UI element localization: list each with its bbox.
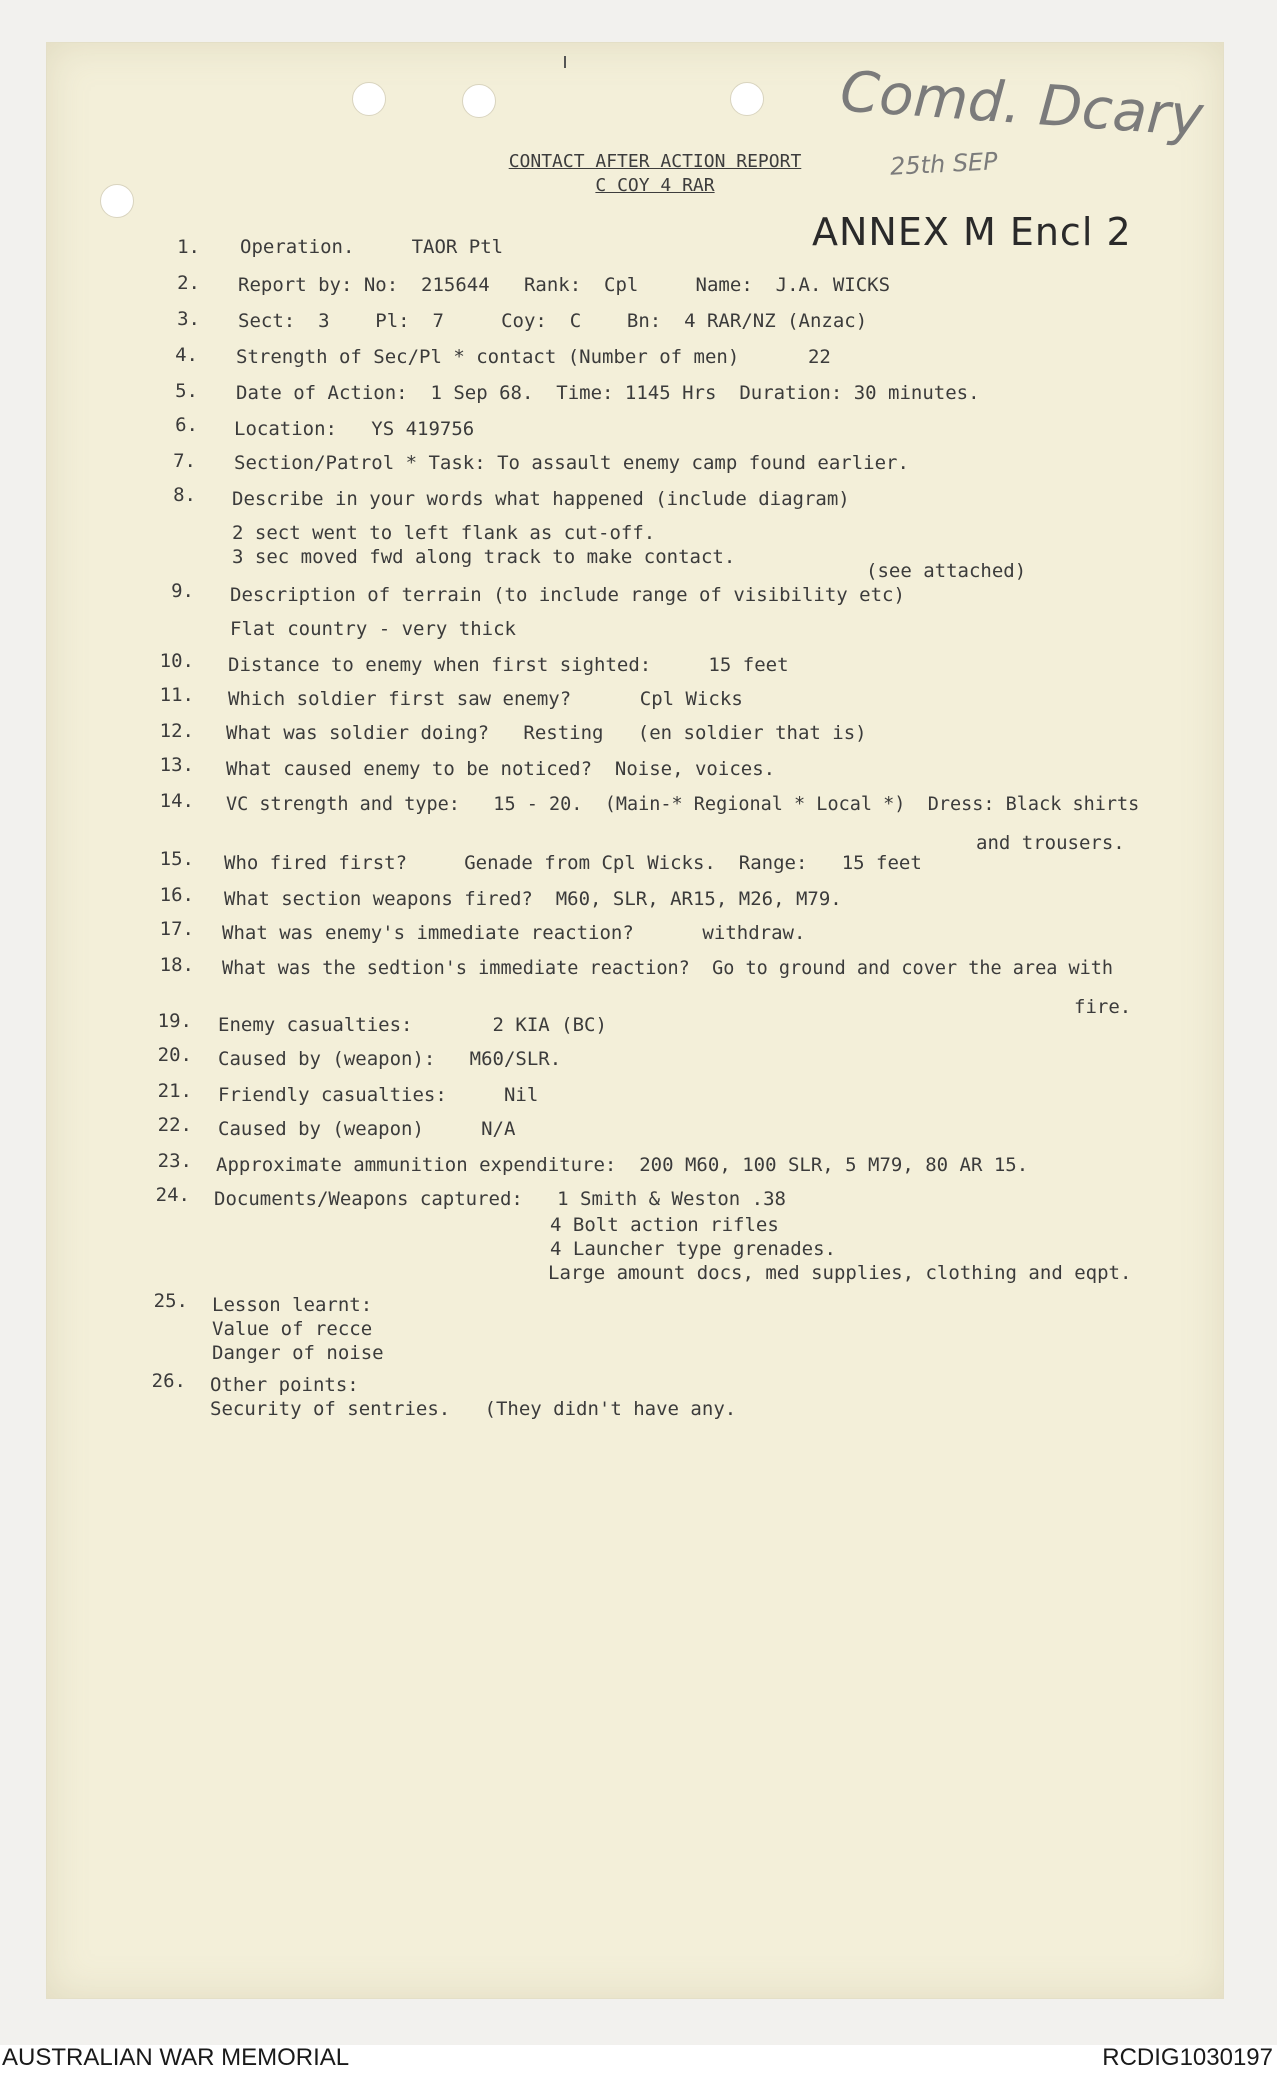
item-text: Date of Action: 1 Sep 68. Time: 1145 Hrs Duration: 30 minutes. (236, 382, 980, 404)
item-number: 1. (177, 236, 200, 258)
item-number: 12. (159, 720, 194, 742)
item-number: 13. (159, 754, 194, 776)
item-text: Enemy casualties: 2 KIA (BC) (218, 1014, 607, 1036)
item-text: What was soldier doing? Resting (en soldier that is) (226, 722, 867, 744)
item-text: Lesson learnt: (212, 1294, 373, 1316)
item-text: Who fired first? Genade from Cpl Wicks. Range: 15 feet (224, 852, 922, 874)
item-number: 26. (151, 1370, 186, 1392)
item-number: 2. (177, 272, 200, 294)
item-detail: Flat country - very thick (230, 618, 516, 640)
item-detail: 4 Bolt action rifles (550, 1214, 779, 1236)
report-title (490, 150, 820, 198)
item-text: Report by: No: 215644 Rank: Cpl Name: J.A. WICKS (238, 274, 891, 296)
item-detail: Danger of noise (212, 1342, 384, 1364)
item-number: 20. (157, 1044, 192, 1066)
item-number: 15. (159, 848, 194, 870)
item-text: Describe in your words what happened (include diagram) (232, 488, 850, 510)
item-detail: 2 sect went to left flank as cut-off. (232, 522, 656, 544)
punch-hole (100, 184, 134, 218)
item-text: Friendly casualties: Nil (218, 1084, 539, 1106)
item-detail: 3 sec moved fwd along track to make contact. (232, 546, 736, 568)
item-number: 14. (159, 790, 194, 812)
item-text: What was the sedtion's immediate reaction? Go to ground and cover the area with (222, 958, 1114, 979)
item-detail: Security of sentries. (They didn't have any. (210, 1398, 737, 1420)
item-text: Location: YS 419756 (234, 418, 475, 440)
item-text: Documents/Weapons captured: 1 Smith & Weston .38 (214, 1188, 786, 1210)
item-text: Strength of Sec/Pl * contact (Number of men) 22 (236, 346, 831, 368)
item-text: Other points: (210, 1374, 359, 1396)
item-number: 5. (175, 380, 198, 402)
item-text: Approximate ammunition expenditure: 200 M60, 100 SLR, 5 M79, 80 AR 15. (216, 1154, 1029, 1176)
item-number: 11. (159, 684, 194, 706)
item-detail: fire. (1074, 996, 1132, 1018)
handwritten-annex: ANNEX M Encl 2 (812, 210, 1132, 254)
item-number: 8. (173, 484, 196, 506)
item-text: What was enemy's immediate reaction? withdraw. (222, 922, 806, 944)
item-number: 6. (175, 414, 198, 436)
item-number: 22. (157, 1114, 192, 1136)
punch-hole (730, 82, 764, 116)
item-detail: Large amount docs, med supplies, clothing and eqpt. (548, 1262, 1132, 1284)
item-detail: Value of recce (212, 1318, 373, 1340)
item-number: 4. (175, 344, 198, 366)
handwritten-date: 25th SEP (889, 147, 999, 181)
item-number: 25. (153, 1290, 188, 1312)
punch-hole (352, 82, 386, 116)
item-text: Operation. TAOR Ptl (240, 236, 504, 258)
see-attached-note: (see attached) (866, 560, 1027, 582)
paper-mark (564, 56, 566, 68)
item-number: 21. (157, 1080, 192, 1102)
item-text: Section/Patrol * Task: To assault enemy camp found earlier. (234, 452, 909, 474)
title-line-2: C COY 4 RAR (595, 175, 715, 196)
item-text: Description of terrain (to include range of visibility etc) (230, 584, 905, 606)
footer-source: AUSTRALIAN WAR MEMORIAL (2, 2044, 350, 2071)
item-text: Distance to enemy when first sighted: 15 feet (228, 654, 789, 676)
item-text: VC strength and type: 15 - 20. (Main-* Regional * Local *) Dress: Black shirts (226, 794, 1140, 815)
item-text: What caused enemy to be noticed? Noise, voices. (226, 758, 776, 780)
item-text: Which soldier first saw enemy? Cpl Wicks (228, 688, 743, 710)
item-number: 7. (173, 450, 196, 472)
item-detail: and trousers. (976, 832, 1125, 854)
item-text: Sect: 3 Pl: 7 Coy: C Bn: 4 RAR/NZ (Anzac) (238, 310, 868, 332)
item-detail: 4 Launcher type grenades. (550, 1238, 836, 1260)
item-number: 16. (159, 884, 194, 906)
item-number: 10. (159, 650, 194, 672)
item-text: What section weapons fired? M60, SLR, AR15, M26, M79. (224, 888, 842, 910)
item-number: 3. (177, 308, 200, 330)
item-number: 24. (155, 1184, 190, 1206)
item-text: Caused by (weapon) N/A (218, 1118, 516, 1140)
footer-id: RCDIG1030197 (1102, 2044, 1273, 2071)
handwritten-signature: Comd. Dcary (838, 59, 1206, 150)
punch-hole (462, 84, 496, 118)
item-number: 23. (157, 1150, 192, 1172)
item-text: Caused by (weapon): M60/SLR. (218, 1048, 562, 1070)
item-number: 18. (159, 954, 194, 976)
item-number: 9. (171, 580, 194, 602)
item-number: 17. (159, 918, 194, 940)
title-line-1: CONTACT AFTER ACTION REPORT (508, 151, 802, 172)
item-number: 19. (157, 1010, 192, 1032)
